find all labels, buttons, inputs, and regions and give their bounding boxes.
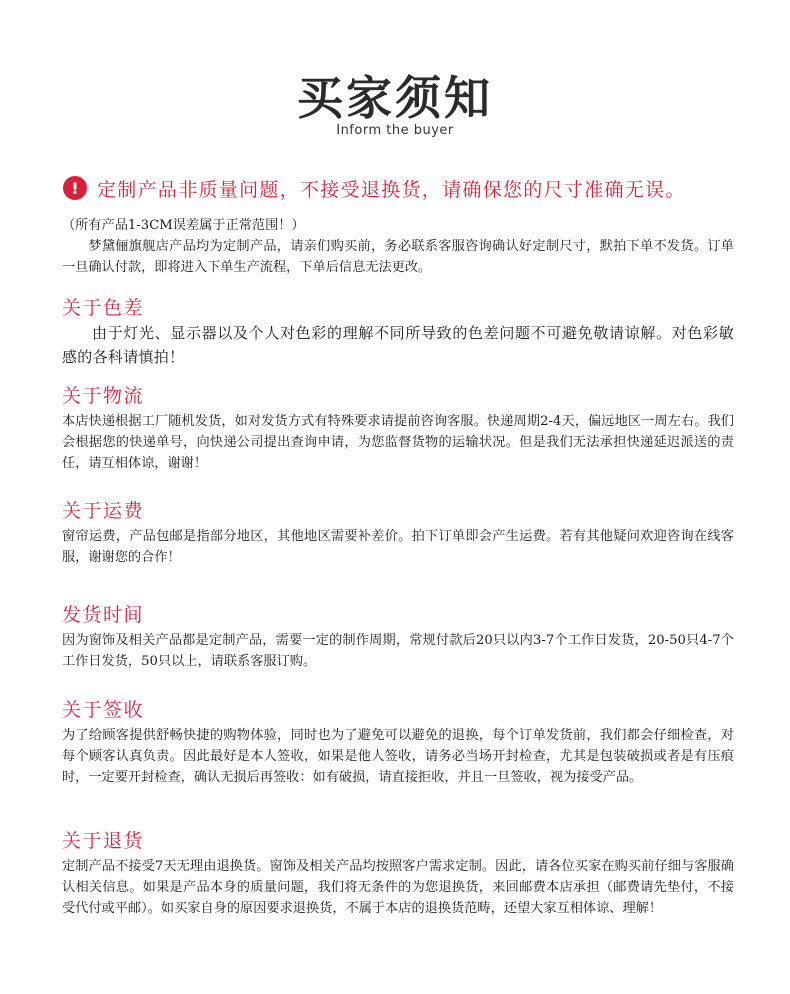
- section-body-shipping-fee: [62, 526, 734, 568]
- intro-paragraph: 梦黛俪旗舰店产品均为定制产品，请亲们购买前，务必联系客服咨询确认好定制尺寸，默拍下单不发货。订单一旦确认付款，即将进入下单生产流程，下单后信息无法更改。: [62, 239, 734, 275]
- warning-text: 定制产品非质量问题，不接受退换货，请确保您的尺寸准确无误。: [97, 178, 686, 201]
- exclamation-icon: !: [63, 176, 87, 200]
- section-paragraph: 窗帘运费，产品包邮是指部分地区，其他地区需要补差价。拍下订单即会产生运费。若有其他疑问欢迎咨询在线客服，谢谢您的合作！: [62, 529, 734, 565]
- section-body-receipt: [62, 725, 734, 788]
- intro-block: [62, 215, 734, 278]
- section-title-returns: 关于退货: [62, 830, 145, 852]
- section-paragraph: 由于灯光、显示器以及个人对色彩的理解不同所导致的色差问题不可避免敬请谅解。对色彩敏感的各科请慎拍！: [62, 324, 734, 366]
- warning-banner: [63, 174, 686, 202]
- section-title-receipt: 关于签收: [62, 699, 145, 721]
- section-paragraph: 定制产品不接受7天无理由退换货。窗饰及相关产品均按照客户需求定制。因此，请各位买家在购买前仔细与客服确认相关信息。如果是产品本身的质量问题，我们将无条件的为您退换货，来回邮费本店承担（邮费请先垫付，不接受代付或平邮）。如买家自身的原因要求退换货，不属于本店的退换货范畴，还望大家互相体谅、理解！: [62, 859, 734, 916]
- section-paragraph: 本店快递根据工厂随机发货，如对发货方式有特殊要求请提前咨询客服。快递周期2-4天，偏远地区一周左右。我们会根据您的快递单号，向快递公司提出查询申请，为您监督货物的运输状况。但是我们无法承担快递延迟派送的责任，请互相体谅，谢谢！: [62, 414, 734, 471]
- section-paragraph: 为了给顾客提供舒畅快捷的购物体验，同时也为了避免可以避免的退换，每个订单发货前，我们都会仔细检查，对每个顾客认真负责。因此最好是本人签收，如果是他人签收，请务必当场开封检查，尤其是包装破损或者是有压痕时，一定要开封检查，确认无损后再签收：如有破损，请直接拒收，并且一旦签收，视为接受产品。: [62, 728, 734, 785]
- section-title-color-difference: 关于色差: [62, 297, 145, 319]
- section-body-returns: [62, 856, 734, 919]
- section-title-logistics: 关于物流: [62, 385, 145, 407]
- section-paragraph: 因为窗饰及相关产品都是定制产品，需要一定的制作周期，常规付款后20只以内3-7个工作日发货，20-50只4-7个工作日发货，50只以上，请联系客服订购。: [62, 633, 734, 669]
- section-body-logistics: [62, 411, 734, 474]
- section-body-delivery-time: [62, 630, 734, 672]
- page-title: 买家须知: [297, 71, 493, 125]
- section-body-color-difference: [62, 321, 734, 369]
- page-subtitle: Inform the buyer: [336, 123, 454, 138]
- intro-note: （所有产品1-3CM误差属于正常范围！）: [62, 218, 305, 233]
- section-title-shipping-fee: 关于运费: [62, 500, 145, 522]
- section-title-delivery-time: 发货时间: [62, 604, 145, 626]
